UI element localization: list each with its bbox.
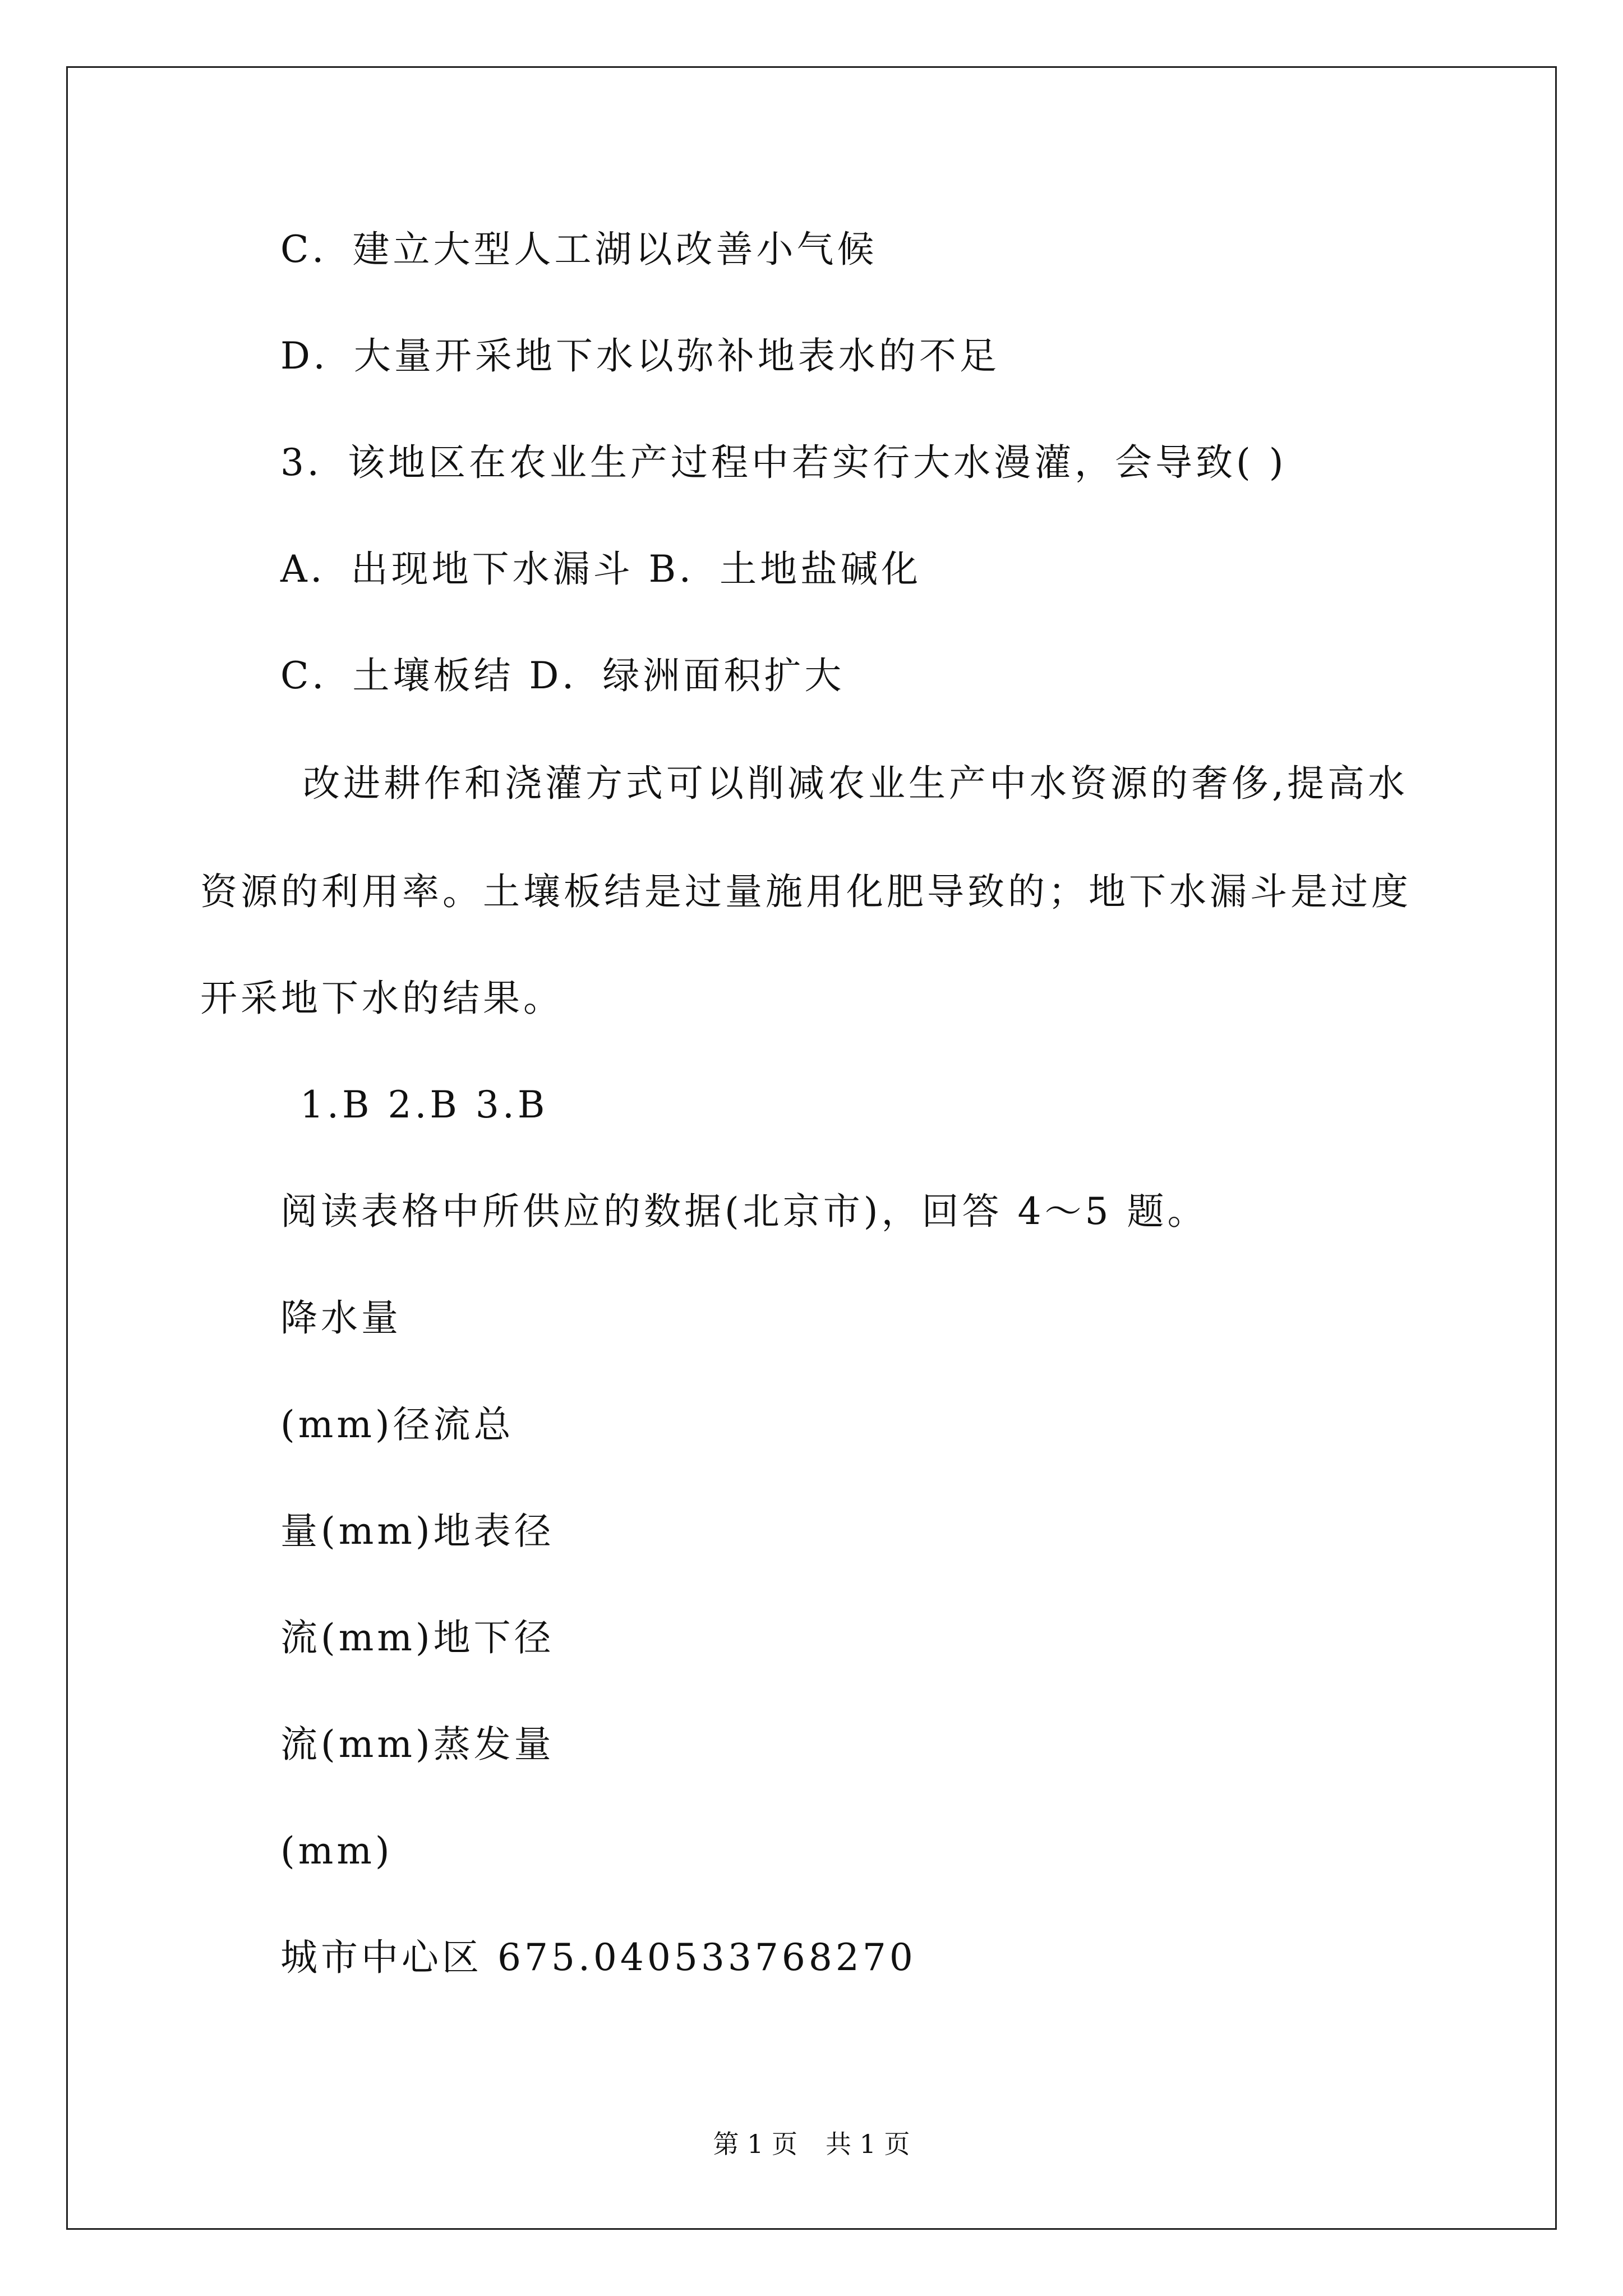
table-text-line: 城市中心区 675.040533768270: [280, 1936, 916, 1979]
page-border: [66, 66, 1557, 2230]
answer-key: 1.B 2.B 3.B: [300, 1083, 548, 1126]
table-text-line: 流(mm)蒸发量: [280, 1723, 555, 1766]
explanation-line-2: 资源的利用率。土壤板结是过量施用化肥导致的；地下水漏斗是过度: [200, 870, 1412, 913]
options-a-b: A．出现地下水漏斗 B．土地盐碱化: [280, 547, 922, 591]
option-d-line: D．大量开采地下水以弥补地表水的不足: [280, 334, 1000, 378]
page-footer: [0, 2127, 1623, 2161]
question-3: 3．该地区在农业生产过程中若实行大水漫灌，会导致( ): [280, 441, 1287, 484]
page-total: 共 1 页: [826, 2129, 910, 2159]
table-text-line: (mm): [280, 1829, 393, 1872]
explanation-line-3: 开采地下水的结果。: [200, 977, 564, 1020]
options-c-d: C．土壤板结 D．绿洲面积扩大: [280, 654, 845, 697]
page-number: 第 1 页: [713, 2129, 797, 2159]
table-text-line: 量(mm)地表径: [280, 1510, 555, 1553]
option-c-line: C．建立大型人工湖以改善小气候: [280, 228, 878, 271]
reading-prompt: 阅读表格中所供应的数据(北京市)，回答 4～5 题。: [280, 1190, 1208, 1233]
table-text-line: 降水量: [280, 1296, 402, 1340]
table-text-line: 流(mm)地下径: [280, 1616, 555, 1659]
explanation-line-1: 改进耕作和浇灌方式可以削减农业生产中水资源的奢侈,提高水: [303, 762, 1408, 805]
table-text-line: (mm)径流总: [280, 1403, 514, 1446]
